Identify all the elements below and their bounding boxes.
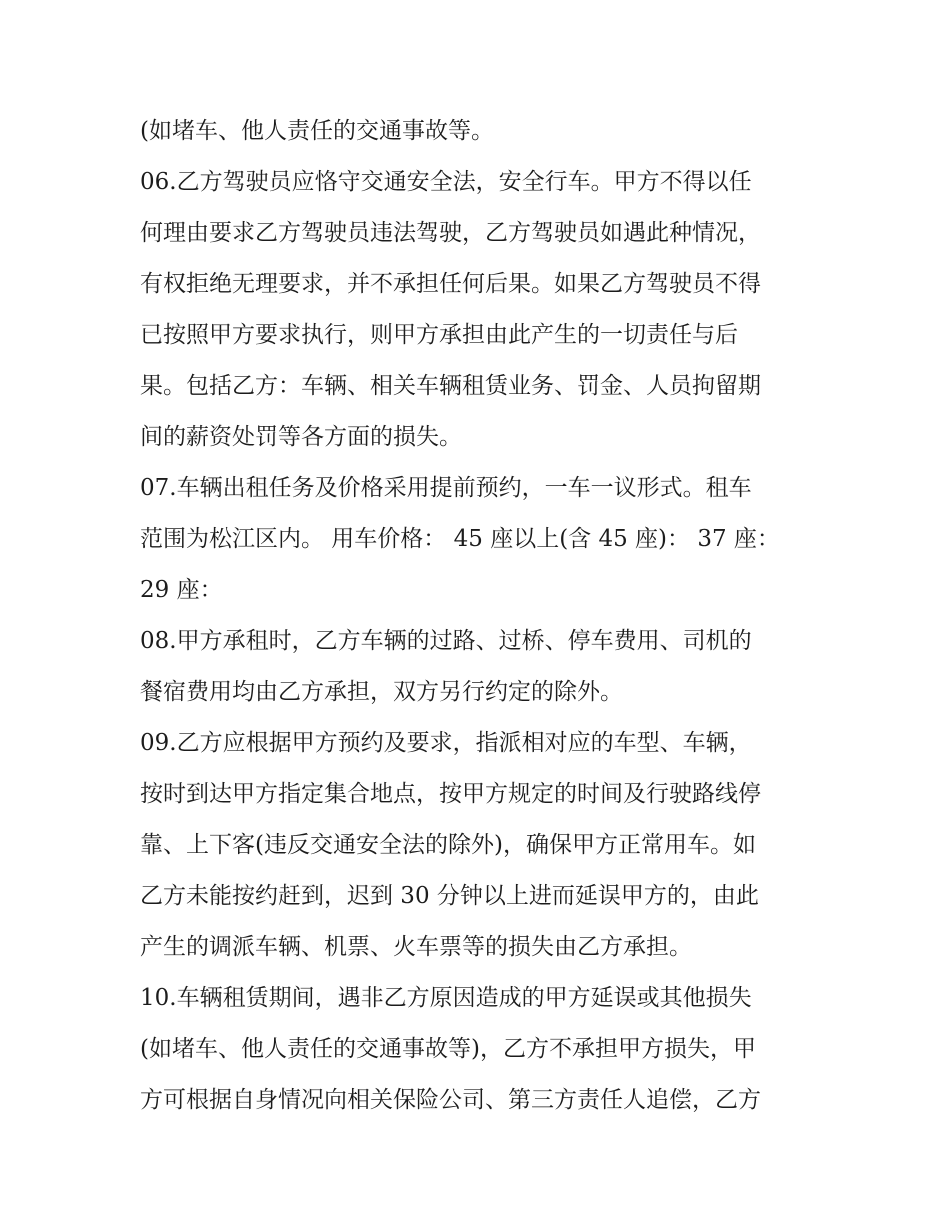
text-line: 07.车辆出租任务及价格采用提前预约，一车一议形式。租车 xyxy=(140,475,752,501)
text-line: 乙方未能按约赶到，迟到 30 分钟以上进而延误甲方的，由此 xyxy=(140,883,759,909)
text-line: 范围为松江区内。 用车价格： 45 座以上(含 45 座)： 37 座： xyxy=(140,526,780,552)
text-line: 08.甲方承租时，乙方车辆的过路、过桥、停车费用、司机的 xyxy=(140,628,752,654)
text-line: 果。包括乙方：车辆、相关车辆租赁业务、罚金、人员拘留期 xyxy=(140,373,761,399)
text-line: 间的薪资处罚等各方面的损失。 xyxy=(140,424,462,450)
document-body xyxy=(140,106,820,1126)
text-line: 29 座： xyxy=(140,577,223,603)
text-line: 靠、上下客(违反交通安全法的除外)，确保甲方正常用车。如 xyxy=(140,832,756,858)
text-line: 有权拒绝无理要求，并不承担任何后果。如果乙方驾驶员不得 xyxy=(140,271,761,297)
text-line: (如堵车、他人责任的交通事故等。 xyxy=(140,118,494,144)
text-line: 已按照甲方要求执行，则甲方承担由此产生的一切责任与后 xyxy=(140,322,738,348)
text-line: 06.乙方驾驶员应恪守交通安全法，安全行车。甲方不得以任 xyxy=(140,169,752,195)
text-line: 何理由要求乙方驾驶员违法驾驶，乙方驾驶员如遇此种情况， xyxy=(140,220,761,246)
text-line: 按时到达甲方指定集合地点，按甲方规定的时间及行驶路线停 xyxy=(140,781,761,807)
text-line: 餐宿费用均由乙方承担，双方另行约定的除外。 xyxy=(140,679,623,705)
text-line: 方可根据自身情况向相关保险公司、第三方责任人追偿，乙方 xyxy=(140,1087,761,1113)
text-line: (如堵车、他人责任的交通事故等)，乙方不承担甲方损失，甲 xyxy=(140,1036,756,1062)
text-line: 10.车辆租赁期间，遇非乙方原因造成的甲方延误或其他损失 xyxy=(140,985,752,1011)
text-line: 产生的调派车辆、机票、火车票等的损失由乙方承担。 xyxy=(140,934,692,960)
text-line: 09.乙方应根据甲方预约及要求，指派相对应的车型、车辆， xyxy=(140,730,752,756)
